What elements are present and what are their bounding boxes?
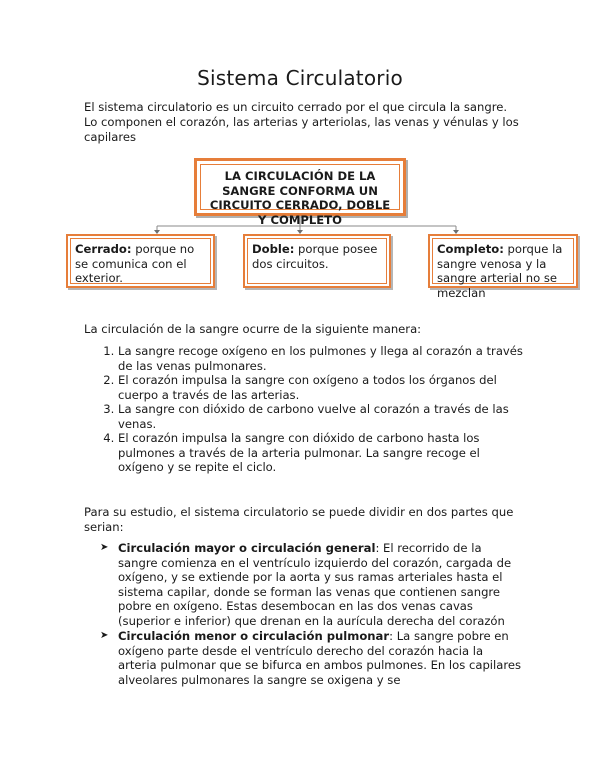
diagram-main-box xyxy=(194,158,406,227)
diagram-main-text: LA CIRCULACIÓN DE LA SANGRE CONFORMA UN CIRCUITO CERRADO, DOBLE Y COMPLETO xyxy=(200,164,400,210)
parts-lead: Para su estudio, el sistema circulatorio se puede dividir en dos partes que serian: xyxy=(84,505,514,534)
list-item: 2. El corazón impulsa la sangre con oxígeno a todos los órganos del cuerpo a través de las arterias. xyxy=(118,373,524,402)
list-item: 3. La sangre con dióxido de carbono vuelve al corazón a través de las venas. xyxy=(118,402,524,431)
part-term: Circulación mayor o circulación general xyxy=(118,541,376,555)
arrowhead-bullet-icon: ➤ xyxy=(100,630,109,641)
part-text: : La sangre pobre en oxígeno parte desde el ventrículo derecho del corazón hacia la arteria pulmonar que se bifurca en ambos pulmones. En los capilares alveolares pulmonares la sangre se oxigena y se xyxy=(118,629,522,687)
box-text: porque no se comunica con el exterior. xyxy=(75,242,195,285)
intro-paragraph: El sistema circulatorio es un circuito cerrado por el que circula la sangre. Lo componen el corazón, las arterias y arteriolas, las venas y vénulas y los capilares xyxy=(84,100,519,144)
list-item: 1. La sangre recoge oxígeno en los pulmones y llega al corazón a través de las venas pulmonares. xyxy=(118,344,524,373)
diagram-box-completo xyxy=(428,234,578,300)
list-item xyxy=(100,629,524,687)
process-lead: La circulación de la sangre ocurre de la siguiente manera: xyxy=(84,322,422,336)
parts-list xyxy=(100,541,524,688)
list-item xyxy=(100,541,524,628)
page-title: Sistema Circulatorio xyxy=(197,66,403,90)
part-term: Circulación menor o circulación pulmonar xyxy=(118,629,390,643)
box-term: Cerrado: xyxy=(75,242,132,256)
arrowhead-bullet-icon: ➤ xyxy=(100,542,109,553)
part-text: : El recorrido de la sangre comienza en el ventrículo izquierdo del corazón, cargada de oxígeno, y se extiende por la aorta y sus ramas arteriales hasta el sistema capilar, donde se forman las venas que contienen sangre pobre en oxígeno. Estas desembocan en las dos venas cavas (superior e inferior) que drenan en la aurícula derecha del corazón xyxy=(118,541,512,628)
steps-list xyxy=(84,344,524,475)
list-item: 4. El corazón impulsa la sangre con dióxido de carbono hasta los pulmones a través de la arteria pulmonar. La sangre recoge el oxígeno y se repite el ciclo. xyxy=(118,431,524,475)
box-term: Completo: xyxy=(437,242,504,256)
diagram-box-cerrado xyxy=(66,234,215,288)
diagram-box-doble xyxy=(243,234,391,288)
box-text: porque la sangre venosa y la sangre arterial no se mezclan xyxy=(437,242,563,300)
box-term: Doble: xyxy=(252,242,295,256)
box-text: porque posee dos circuitos. xyxy=(252,242,378,271)
